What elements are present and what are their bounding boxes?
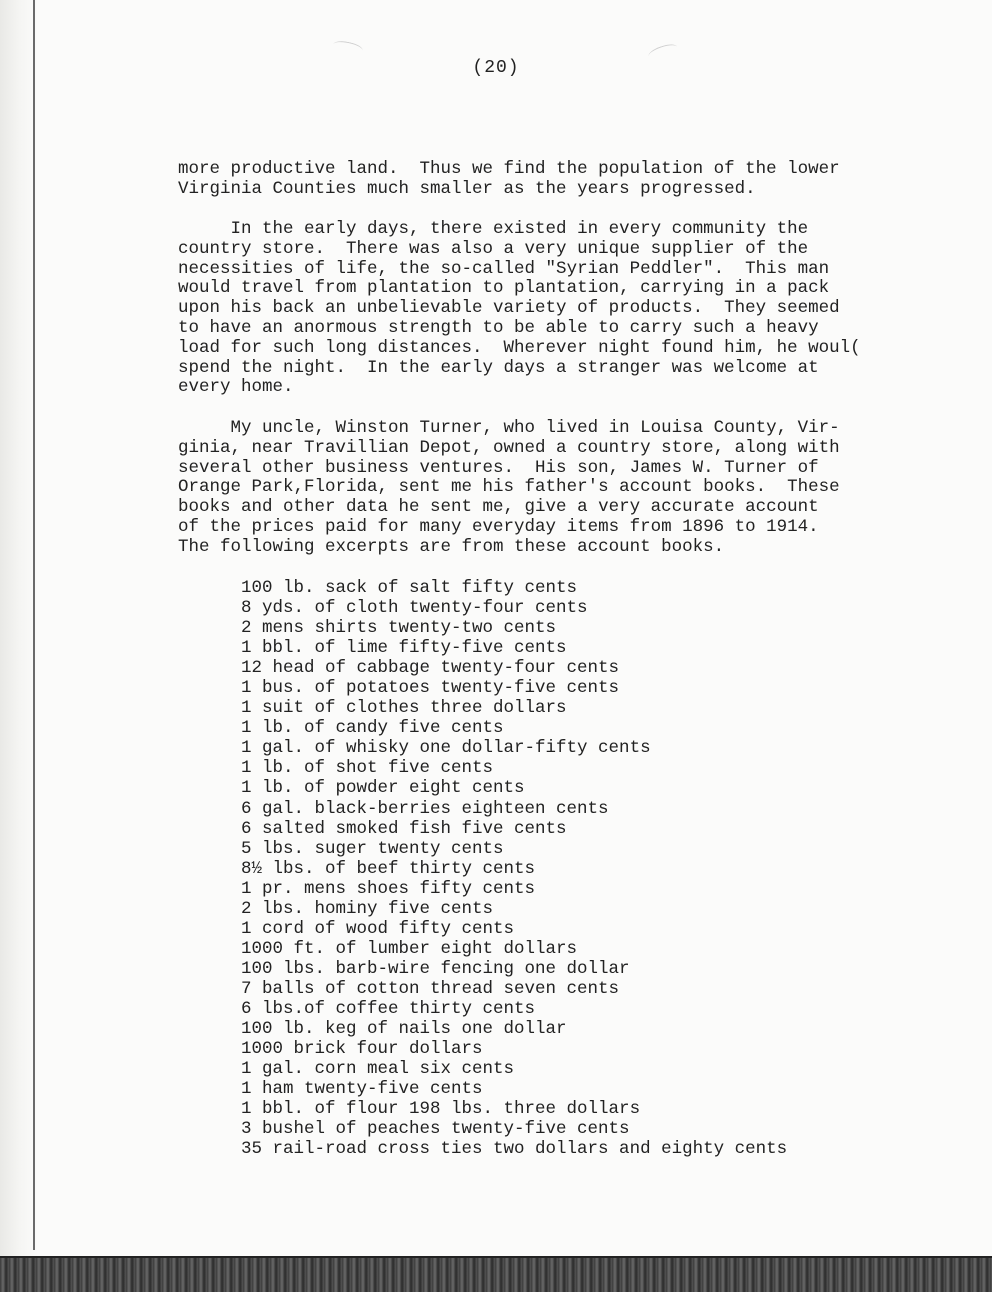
paragraph-line: The following excerpts are from these account books.: [178, 536, 725, 557]
paragraph-line: books and other data he sent me, give a very accurate account: [178, 497, 819, 518]
list-item: 35 rail-road cross ties two dollars and eighty cents: [241, 1139, 788, 1160]
list-item: 8 yds. of cloth twenty-four cents: [241, 598, 588, 619]
price-list: [241, 578, 787, 1159]
paragraph-line: Orange Park,Florida, sent me his father's account books. These: [178, 477, 840, 498]
list-item: 5 lbs. suger twenty cents: [241, 838, 504, 859]
list-item: 3 bushel of peaches twenty-five cents: [241, 1119, 630, 1140]
paragraph-line: necessities of life, the so-called "Syrian Peddler". This man: [178, 258, 830, 279]
list-item: 1 pr. mens shoes fifty cents: [241, 878, 536, 899]
list-item: 1000 ft. of lumber eight dollars: [241, 938, 578, 959]
paragraph-1: [178, 160, 958, 200]
paragraph-line: In the early days, there existed in every community the: [178, 219, 809, 239]
paragraph-line: several other business ventures. His son, James W. Turner of: [178, 457, 819, 478]
list-item: 2 mens shirts twenty-two cents: [241, 618, 557, 639]
list-item: 2 lbs. hominy five cents: [241, 898, 494, 919]
list-item: 12 head of cabbage twenty-four cents: [241, 658, 620, 679]
list-item: 6 gal. black-berries eighteen cents: [241, 798, 609, 819]
list-item: 1 ham twenty-five cents: [241, 1079, 483, 1100]
scan-bottom-edge: [0, 1256, 992, 1292]
paragraph-line: Virginia Counties much smaller as the years progressed.: [178, 178, 756, 199]
list-item: 1 cord of wood fifty cents: [241, 918, 515, 939]
paragraph-line: to have an anormous strength to be able to carry such a heavy: [178, 317, 819, 338]
list-item: 8½ lbs. of beef thirty cents: [241, 858, 536, 879]
paragraph-line: country store. There was also a very unique supplier of the: [178, 238, 809, 259]
list-item: 1 lb. of powder eight cents: [241, 778, 525, 799]
list-item: 6 lbs.of coffee thirty cents: [241, 998, 536, 1019]
paragraph-line: spend the night. In the early days a stranger was welcome at: [178, 357, 819, 378]
list-item: 1 bbl. of flour 198 lbs. three dollars: [241, 1099, 641, 1120]
list-item: 100 lb. keg of nails one dollar: [241, 1019, 567, 1040]
paragraph-line: more productive land. Thus we find the population of the lower: [178, 159, 840, 179]
list-item: 6 salted smoked fish five cents: [241, 818, 567, 839]
page-number: (20): [472, 58, 520, 78]
paragraph-line: every home.: [178, 377, 294, 398]
scan-left-edge-line: [33, 0, 35, 1250]
paragraph-line: would travel from plantation to plantation, carrying in a pack: [178, 278, 830, 299]
list-item: 1 gal. corn meal six cents: [241, 1059, 515, 1080]
list-item: 1 gal. of whisky one dollar-fifty cents: [241, 738, 651, 759]
list-item: 1 lb. of candy five cents: [241, 718, 504, 739]
list-item: 1000 brick four dollars: [241, 1039, 483, 1060]
paragraph-3: [178, 419, 958, 558]
scan-mark-left: [332, 39, 364, 56]
list-item: 100 lb. sack of salt fifty cents: [241, 578, 578, 598]
list-item: 1 bus. of potatoes twenty-five cents: [241, 678, 620, 699]
paragraph-line: My uncle, Winston Turner, who lived in Louisa County, Vir-: [178, 418, 840, 438]
paragraph-line: load for such long distances. Wherever night found him, he woul(: [178, 337, 861, 358]
list-item: 1 suit of clothes three dollars: [241, 698, 567, 719]
paragraph-2: [178, 220, 958, 398]
list-item: 100 lbs. barb-wire fencing one dollar: [241, 958, 630, 979]
paragraph-line: of the prices paid for many everyday items from 1896 to 1914.: [178, 516, 819, 537]
list-item: 7 balls of cotton thread seven cents: [241, 978, 620, 999]
paragraph-line: upon his back an unbelievable variety of products. They seemed: [178, 298, 840, 319]
paragraph-line: ginia, near Travillian Depot, owned a country store, along with: [178, 437, 840, 458]
list-item: 1 lb. of shot five cents: [241, 758, 494, 779]
list-item: 1 bbl. of lime fifty-five cents: [241, 638, 567, 659]
